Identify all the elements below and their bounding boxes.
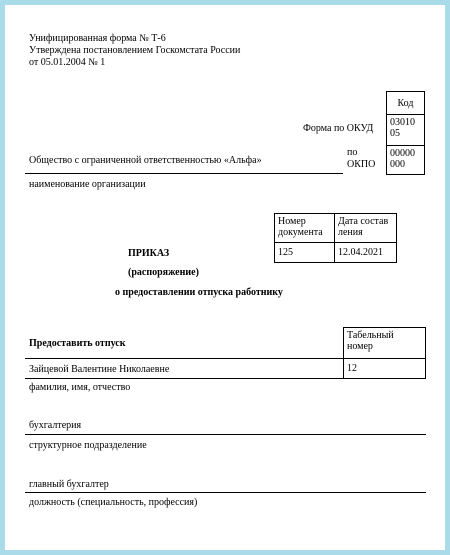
- doc-date-value: 12.04.2021: [338, 247, 383, 258]
- tab-number-header: [343, 327, 426, 359]
- employee-name: Зайцевой Валентине Николаевне: [29, 364, 170, 375]
- document-title: ПРИКАЗ: [128, 248, 170, 259]
- doc-number-header-2: документа: [278, 227, 323, 238]
- position-underline: [25, 492, 426, 493]
- approval-date-line: от 05.01.2004 № 1: [29, 57, 106, 68]
- tab-number-value: 12: [347, 363, 357, 374]
- department-value: бухгалтерия: [29, 420, 82, 431]
- approval-line: Утверждена постановлением Госкомстата России: [29, 45, 241, 56]
- document-subtitle: (распоряжение): [128, 267, 199, 278]
- doc-number-value-cell: [274, 242, 335, 263]
- position-caption: должность (специальность, профессия): [29, 497, 198, 508]
- doc-date-header-1: Дата состав: [338, 216, 389, 227]
- department-underline: [25, 434, 426, 435]
- doc-number-value: 125: [278, 247, 293, 258]
- doc-date-header: [334, 213, 397, 243]
- doc-date-value-cell: [334, 242, 397, 263]
- grant-underline: [25, 358, 343, 359]
- form-type-line: Унифицированная форма № Т-6: [29, 33, 166, 44]
- code-header: Код: [397, 98, 414, 109]
- organization-caption: наименование организации: [29, 179, 146, 190]
- employee-name-underline: [25, 378, 343, 379]
- doc-number-header-1: Номер: [278, 216, 306, 227]
- document-purpose: о предоставлении отпуска работнику: [115, 287, 283, 298]
- employee-name-caption: фамилия, имя, отчество: [29, 382, 131, 393]
- okpo-value-1: 00000: [390, 148, 415, 159]
- doc-number-header: [274, 213, 335, 243]
- okpo-value-2: 000: [390, 159, 405, 170]
- okpo-value-cell: [386, 145, 425, 175]
- tab-number-header-1: Табельный: [347, 330, 394, 341]
- tab-number-value-cell: [343, 358, 426, 379]
- okpo-label-2: ОКПО: [347, 159, 376, 170]
- okud-value-1: 03010: [390, 117, 415, 128]
- code-header-cell: [386, 91, 425, 115]
- organization-name: Общество с ограниченной ответственностью «Альфа»: [29, 155, 262, 166]
- okud-value-2: 05: [390, 128, 400, 139]
- grant-leave-label: Предоставить отпуск: [29, 338, 126, 349]
- doc-date-header-2: ления: [338, 227, 363, 238]
- form-sheet: [5, 5, 445, 550]
- okud-label: Форма по ОКУД: [303, 123, 374, 134]
- position-value: главный бухгалтер: [29, 479, 109, 490]
- okpo-label-1: по: [347, 147, 358, 158]
- okud-value-cell: [386, 114, 425, 146]
- tab-number-header-2: номер: [347, 341, 373, 352]
- department-caption: структурное подразделение: [29, 440, 147, 451]
- organization-underline: [25, 173, 343, 174]
